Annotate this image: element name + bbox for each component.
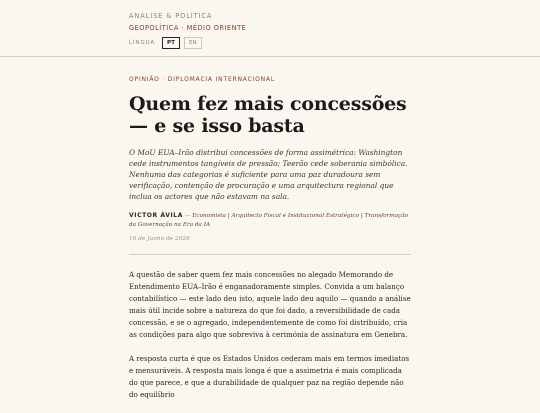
author-role: — Economista | Arquitecto Fiscal e Institucional Estratégico | Transformação da Governação na Era da IA (129, 213, 409, 228)
article-title: Quem fez mais concessões — e se isso basta (129, 93, 407, 137)
body-paragraph: A questão de saber quem fez mais concessões no alegado Memorando de Entendimento EUA–Irão é enganadoramente simples. Convida a um balanço contabilístico — este lado deu isto, aquele lado deu aquilo — quando a análise mais útil incide sobre a natureza do que foi dado, a reversibilidade de cada concessão, e se o agregado, independentemente de como foi distribuído, cria as condições para algo que sobreviva à cerimónia de assinatura em Genebra. (129, 270, 411, 340)
body-paragraph: A resposta curta é que os Estados Unidos cederam mais em termos imediatos e mensuráveis. A resposta mais longa é que a assimetria é mais complicada do que parece, e que a durabilidade de qualquer paz na região depende não do equilíbrio (129, 354, 410, 400)
breadcrumb[interactable]: GEOPOLÍTICA · MÉDIO ORIENTE (129, 24, 247, 32)
divider (129, 254, 411, 255)
language-switcher (129, 37, 202, 49)
site-header (0, 0, 540, 57)
article-body (129, 269, 411, 401)
byline (129, 212, 411, 229)
article-lede: O MoU EUA–Irão distribui concessões de forma assimétrica: Washington cede instrumentos tangíveis de pressão; Teerão cede soberania simbólica. Nenhuma das categorias é suficiente para uma paz duradoura sem verificação, contenção de procuração e uma arquitectura regional que inclua os actores que não estavam na sala. (129, 148, 408, 201)
section-label[interactable]: ANÁLISE & POLÍTICA (129, 12, 213, 20)
language-pt-button[interactable]: PT (162, 37, 180, 49)
language-label: LÍNGUA (129, 40, 156, 46)
article (129, 70, 411, 413)
author-name: VICTOR ÁVILA (129, 212, 183, 219)
language-en-button[interactable]: EN (184, 37, 202, 49)
publish-date: 16 de Junho de 2026 (129, 236, 190, 243)
article-kicker: OPINIÃO · DIPLOMACIA INTERNACIONAL (129, 76, 276, 83)
